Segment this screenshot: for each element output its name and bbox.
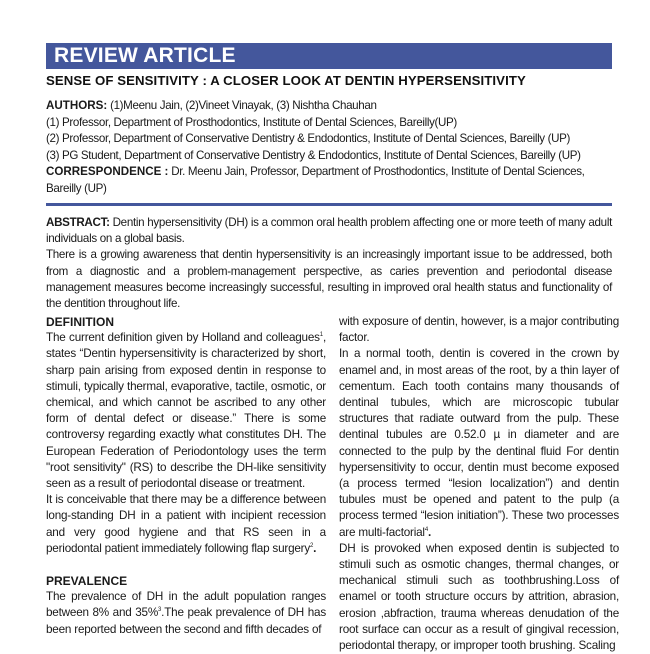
abstract-paragraph-1 [46,215,612,247]
abstract-label: ABSTRACT: [46,216,110,229]
prevalence-heading: PREVALENCE [46,574,128,589]
reference-3: 3 [158,607,162,614]
author-names: (1)Meenu Jain, (2)Vineet Vinayak, (3) Nishtha Chauhan [110,99,377,112]
right-text-1b: . [427,525,432,539]
affiliation-3: (3) PG Student, Department of Conservative Dentistry & Endodontics, Institute of Dental Sciences, Bareilly (UP) [46,148,581,162]
right-paragraph-0: with exposure of dentin, however, is a major contributing factor. [339,315,619,345]
left-column [46,314,326,638]
authors-block [46,98,612,197]
right-text-1a: In a normal tooth, dentin is covered in the crown by enamel and, in most areas of the root, by a thin layer of cementum. Each tooth contains many thousands of dentinal tubules, which are microscopic tubular structures that radiate outward from the pulp. These dentinal tubules are 0.52.0 µ in diameter and are connected to the pulp by the dentinal fluid For dentin hypersensitivity to occur, dentin must become exposed (a process termed “lesion localization”) and dentin tubules must be opened and patent to the pulp (a process termed “lesion initiation”). These two processes are multi-factorial [339,347,619,539]
authors-line [46,98,612,115]
affiliation-2: (2) Professor, Department of Conservative Dentistry & Endodontics, Institute of Dental Sciences, Bareilly (UP) [46,132,571,145]
correspondence-label: CORRESPONDENCE : [46,165,169,178]
prevalence-paragraph-1 [46,589,326,638]
prevalence-text-1a: The prevalence of DH in the adult population ranges between 8% and 35% [46,590,326,620]
definition-text-2b: . [313,541,317,555]
abstract-paragraph-2: There is a growing awareness that dentin hypersensitivity is an increasingly important issue to be addressed, both from a diagnostic and a problem-management perspective, as caries prevention and periodontal disease management measures become increasingly successful, resulting in improved oral health status and functionality of the dentition throughout life. [46,248,612,311]
paragraph-gap [46,557,326,573]
definition-text-1b: , states “Dentin hypersensitivity is characterized by short, sharp pain arising from exposed dentin in response to stimuli, typically thermal, evaporative, tactile, osmotic, or chemical, and which cannot be ascribed to any other form of dental defect or disease.” There is some controversy regarding exactly what constitutes DH. The European Federation of Periodontology uses the term "root sensitivity" (RS) to describe the DH-like sensitivity seen as a result of periodontal disease or treatment. [46,331,326,491]
banner-label: REVIEW ARTICLE [54,44,236,67]
abstract-text-1: Dentin hypersensitivity (DH) is a common oral health problem affecting one or more teeth of many adult individuals on a global basis. [46,216,613,246]
definition-paragraph-2 [46,492,326,557]
reference-1: 1 [319,332,323,339]
right-column [339,314,619,654]
abstract-block [46,215,612,312]
prevalence-text-1b: .The peak prevalence of DH has been reported between the second and fifth decades of [46,606,326,636]
definition-text-1a: The current definition given by Holland and colleagues [46,331,320,345]
correspondence-line [46,164,612,197]
definition-text-2a: It is conceivable that there may be a difference between long-standing DH in a patient with incipient recession and very good hygiene and that RS seen in a periodontal patient immediately following flap surgery [46,493,326,555]
definition-paragraph-1 [46,330,326,492]
correspondence-text: Dr. Meenu Jain, Professor, Department of Prosthodontics, Institute of Dental Sciences, Bareilly (UP) [46,165,585,195]
definition-heading: DEFINITION [46,315,114,329]
right-paragraph-2: DH is provoked when exposed dentin is subjected to stimuli such as osmotic changes, thermal changes, or mechanical stimuli such as toothbrushing.Loss of enamel or tooth structure occurs by attrition, abrasion, erosion ,abfraction, trauma whereas denudation of the root surface can occur as a result of gingival recession, periodontal therapy, or improper tooth brushing. Scaling [339,541,619,653]
authors-label: AUTHORS: [46,99,108,112]
reference-4: 4 [424,526,428,533]
review-article-banner [46,43,612,69]
section-divider [46,203,612,206]
article-title: SENSE OF SENSITIVITY : A CLOSER LOOK AT DENTIN HYPERSENSITIVITY [46,73,526,88]
reference-2: 2 [310,542,314,549]
affiliation-1: (1) Professor, Department of Prosthodontics, Institute of Dental Sciences, Bareilly(UP) [46,115,457,129]
right-paragraph-1 [339,346,619,540]
